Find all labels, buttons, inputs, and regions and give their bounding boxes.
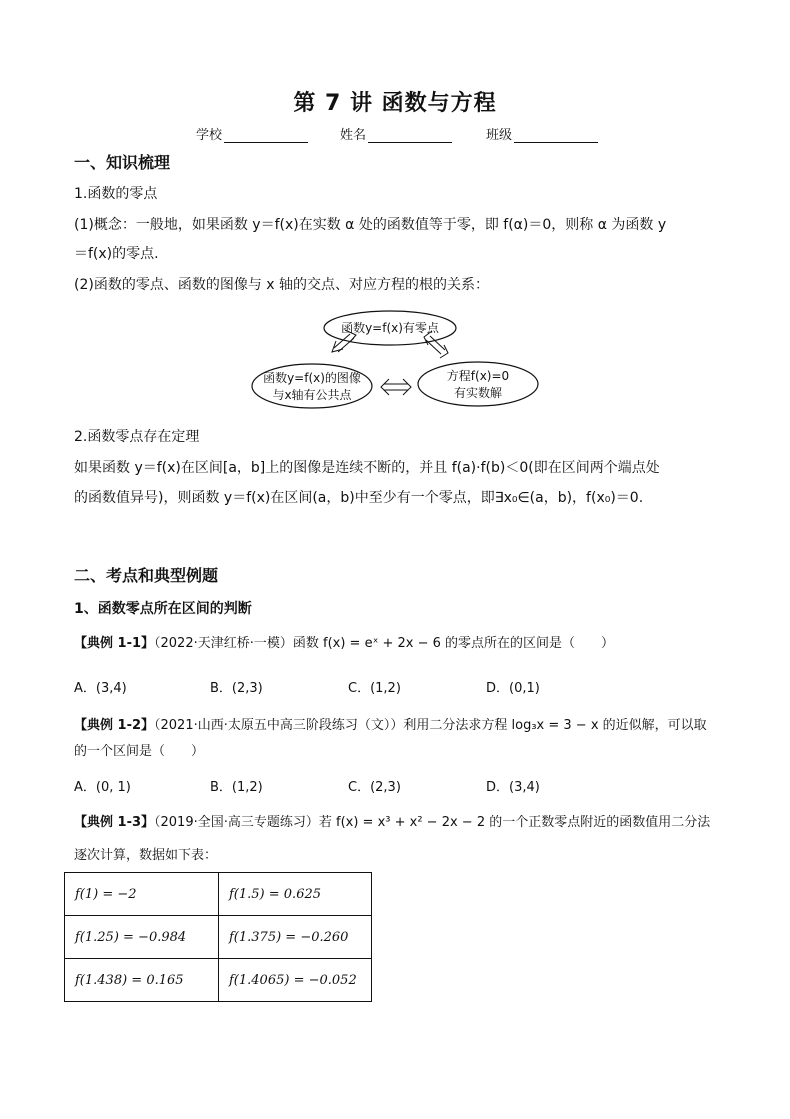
example-1-3-source: （2019·全国·高三专题练习） (154, 815, 319, 830)
example-1-1-option-d: D．(0,1) (486, 681, 540, 696)
section1-sub2: 2.函数零点存在定理 (74, 429, 200, 445)
school-label: 学校 (196, 128, 223, 143)
name-field (340, 124, 452, 143)
example-1-2-tag: 【典例 1-2】 (74, 718, 155, 733)
example-1-1-option-a: A．(3,4) (74, 681, 127, 696)
class-field (486, 124, 598, 143)
page-title: 第 7 讲 函数与方程 (293, 91, 497, 116)
example-1-1-source: （2022·天津红桥·一模） (154, 636, 293, 651)
table-cell: f(1.25) = −0.984 (65, 916, 219, 959)
example-1-2-text-2: 的一个区间是（ ） (74, 744, 205, 759)
example-1-3-tag: 【典例 1-3】 (74, 815, 155, 830)
theorem-line1: 如果函数 y＝f(x)在区间[a，b]上的图像是连续不断的，并且 f(a)·f(b)＜0(即在区间两个端点处 (74, 460, 660, 476)
class-label: 班级 (486, 128, 513, 143)
left-node-label-1: 函数y=f(x)的图像 (263, 371, 361, 385)
example-1-2-option-b: B．(1,2) (210, 780, 263, 795)
top-node-label: 函数y=f(x)有零点 (341, 321, 439, 335)
example-1-2 (74, 716, 707, 736)
example-1-1-option-c: C．(1,2) (348, 681, 401, 696)
table-row (65, 959, 372, 1002)
definition-line1: (1)概念：一般地，如果函数 y＝f(x)在实数 α 处的函数值等于零，即 f(α)＝0，则称 α 为函数 y (74, 217, 667, 233)
bisection-table (64, 872, 372, 1002)
section2-sub1: 1、函数零点所在区间的判断 (74, 601, 252, 617)
example-1-1-text: 函数 f(x) = eˣ + 2x − 6 的零点所在的区间是（ ） (292, 636, 615, 651)
school-blank (224, 131, 308, 143)
example-1-2-text-1: 利用二分法求方程 log₃x = 3 − x 的近似解，可以取 (403, 718, 707, 733)
example-1-3-text-1: 若 f(x) = x³ + x² − 2x − 2 的一个正数零点附近的函数值用二分法 (318, 815, 711, 830)
school-field (196, 124, 308, 143)
table-cell: f(1.4065) = −0.052 (219, 959, 372, 1002)
bottom-double-arrow (381, 379, 411, 395)
example-1-1 (74, 634, 614, 654)
name-label: 姓名 (340, 128, 367, 143)
relation-text: (2)函数的零点、函数的图像与 x 轴的交点、对应方程的根的关系： (74, 277, 490, 293)
example-1-2-option-d: D．(3,4) (486, 780, 540, 795)
example-1-3-text-2: 逐次计算，数据如下表： (74, 848, 218, 863)
table-cell: f(1.438) = 0.165 (65, 959, 219, 1002)
relation-diagram (250, 308, 550, 412)
example-1-2-source: （2021·山西·太原五中高三阶段练习（文）） (154, 718, 404, 733)
section1-sub1: 1.函数的零点 (74, 186, 158, 202)
right-node-label-1: 方程f(x)=0 (446, 369, 510, 383)
name-blank (368, 131, 452, 143)
example-1-2-option-c: C．(2,3) (348, 780, 401, 795)
definition-line2: ＝f(x)的零点. (74, 246, 159, 262)
example-1-3 (74, 813, 710, 833)
table-cell: f(1) = −2 (65, 873, 219, 916)
table-row (65, 916, 372, 959)
class-blank (514, 131, 598, 143)
example-1-1-tag: 【典例 1-1】 (74, 636, 155, 651)
right-node-label-2: 有实数解 (453, 386, 503, 400)
section2-heading: 二、考点和典型例题 (74, 566, 219, 585)
example-1-1-option-b: B．(2,3) (210, 681, 263, 696)
table-row (65, 873, 372, 916)
table-cell: f(1.5) = 0.625 (219, 873, 372, 916)
right-double-arrow (424, 331, 448, 358)
left-node-label-2: 与x轴有公共点 (272, 388, 352, 402)
section1-heading: 一、知识梳理 (74, 153, 171, 172)
theorem-line2: 的函数值异号)，则函数 y＝f(x)在区间(a，b)中至少有一个零点，即∃x₀∈(a，b)，f(x₀)＝0. (74, 490, 644, 506)
table-cell: f(1.375) = −0.260 (219, 916, 372, 959)
example-1-2-option-a: A．(0, 1) (74, 780, 131, 795)
